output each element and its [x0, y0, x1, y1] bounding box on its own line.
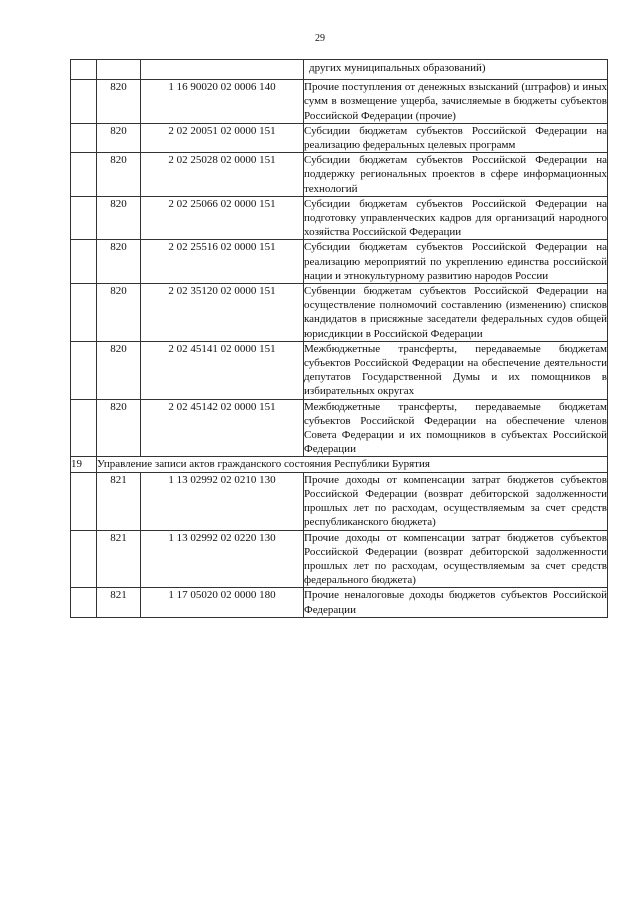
- admin-code: 821: [97, 588, 141, 617]
- row-number-cell: [71, 80, 97, 124]
- revenue-description: Субвенции бюджетам субъектов Российской Федерации на осуществление полномочий составлению (изменению) списков кандидатов в присяжные заседатели федеральных судов общей юрисдикции в Российской Федерации: [304, 285, 607, 340]
- revenue-code: 2 02 45141 02 0000 151: [141, 341, 304, 399]
- row-number-cell: [71, 60, 97, 80]
- section-header-row: [71, 457, 608, 472]
- table-row: [71, 472, 608, 530]
- revenue-code: 2 02 35120 02 0000 151: [141, 284, 304, 342]
- revenue-description: других муниципальных образований): [304, 60, 608, 80]
- revenue-code: 2 02 25516 02 0000 151: [141, 240, 304, 284]
- admin-code: 820: [97, 240, 141, 284]
- table-row: [71, 240, 608, 284]
- revenue-description: Прочие неналоговые доходы бюджетов субъектов Российской Федерации: [304, 589, 607, 616]
- revenue-description: Прочие поступления от денежных взысканий (штрафов) и иных сумм в возмещение ущерба, зачисляемые в бюджеты субъектов Российской Федерации (прочие): [304, 81, 607, 122]
- revenue-code: 1 16 90020 02 0006 140: [141, 80, 304, 124]
- row-number-cell: [71, 240, 97, 284]
- row-number-cell: [71, 341, 97, 399]
- revenue-code: [141, 60, 304, 80]
- revenue-code: 2 02 45142 02 0000 151: [141, 399, 304, 457]
- table-row: [71, 530, 608, 588]
- admin-code: 820: [97, 341, 141, 399]
- admin-code: 820: [97, 196, 141, 240]
- table-row: [71, 588, 608, 617]
- table-body: [71, 60, 608, 618]
- revenue-description: Субсидии бюджетам субъектов Российской Федерации на реализацию федеральных целевых программ: [304, 124, 607, 152]
- table-row: [71, 196, 608, 240]
- section-number: 19: [71, 457, 97, 472]
- revenue-code: 1 13 02992 02 0210 130: [141, 472, 304, 530]
- admin-code: 820: [97, 153, 141, 197]
- table-row: [71, 399, 608, 457]
- table-row: [71, 153, 608, 197]
- page-number: 29: [315, 33, 325, 44]
- admin-code: 820: [97, 284, 141, 342]
- section-title: Управление записи актов гражданского состояния Республики Бурятия: [97, 457, 608, 472]
- admin-code: 820: [97, 399, 141, 457]
- row-number-cell: [71, 123, 97, 152]
- revenue-code: 1 17 05020 02 0000 180: [141, 588, 304, 617]
- row-number-cell: [71, 284, 97, 342]
- revenue-description: Межбюджетные трансферты, передаваемые бюджетам субъектов Российской Федерации на обеспечение деятельности депутатов Государственной Думы и их помощников в избирательных округах: [304, 342, 607, 398]
- revenue-code: 2 02 25028 02 0000 151: [141, 153, 304, 197]
- revenue-description: Субсидии бюджетам субъектов Российской Федерации на реализацию мероприятий по укреплению единства российской нации и этнокультурному развитию народов России: [304, 241, 607, 282]
- revenue-description: Субсидии бюджетам субъектов Российской Федерации на подготовку управленческих кадров для организаций народного хозяйства Российской Федерации: [304, 197, 607, 239]
- revenue-description: Межбюджетные трансферты, передаваемые бюджетам субъектов Российской Федерации на обеспечение членов Совета Федерации и их помощников в субъектах Российской Федерации: [304, 400, 607, 456]
- revenue-description: Прочие доходы от компенсации затрат бюджетов субъектов Российской Федерации (возврат дебиторской задолженности прошлых лет по расходам, осуществляемым за счет средств республиканского бюджета): [304, 473, 607, 529]
- revenue-description: Прочие доходы от компенсации затрат бюджетов субъектов Российской Федерации (возврат дебиторской задолженности прошлых лет по расходам, осуществляемым за счет средств федерального бюджета): [304, 531, 607, 587]
- admin-code: 821: [97, 472, 141, 530]
- row-number-cell: [71, 153, 97, 197]
- admin-code: 820: [97, 123, 141, 152]
- row-number-cell: [71, 196, 97, 240]
- admin-code: 820: [97, 80, 141, 124]
- revenue-codes-table: [70, 59, 608, 618]
- table-row: [71, 60, 608, 80]
- admin-code: 821: [97, 530, 141, 588]
- table-row: [71, 284, 608, 342]
- table-row: [71, 341, 608, 399]
- admin-code: [97, 60, 141, 80]
- row-number-cell: [71, 530, 97, 588]
- row-number-cell: [71, 399, 97, 457]
- revenue-description: Субсидии бюджетам субъектов Российской Федерации на поддержку региональных проектов в сфере информационных технологий: [304, 154, 607, 195]
- revenue-code: 2 02 20051 02 0000 151: [141, 123, 304, 152]
- revenue-code: 2 02 25066 02 0000 151: [141, 196, 304, 240]
- table-row: [71, 123, 608, 152]
- row-number-cell: [71, 588, 97, 617]
- revenue-code: 1 13 02992 02 0220 130: [141, 530, 304, 588]
- row-number-cell: [71, 472, 97, 530]
- table-row: [71, 80, 608, 124]
